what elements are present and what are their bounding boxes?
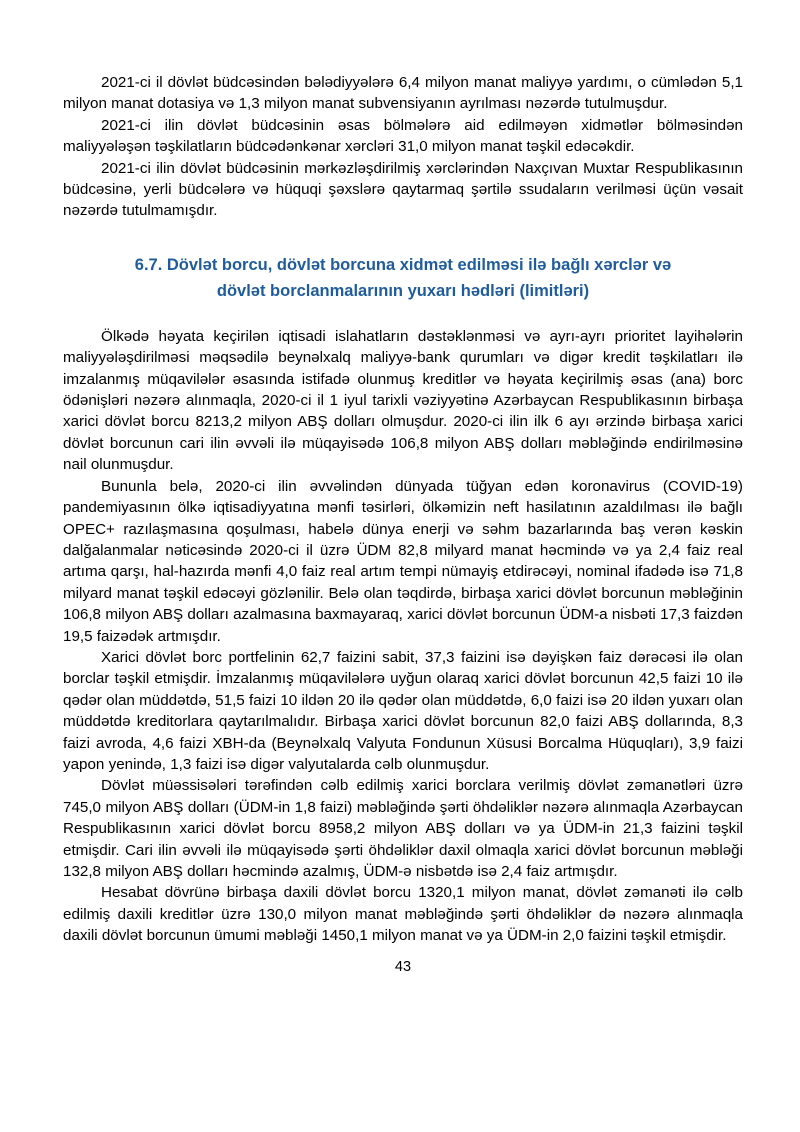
section-heading <box>63 252 743 304</box>
section-heading-line2: dövlət borclanmalarının yuxarı hədləri (limitləri) <box>216 281 590 300</box>
paragraph-budget-aid: 2021-ci il dövlət büdcəsindən bələdiyyələrə 6,4 milyon manat maliyyə yardımı, o cümlədən 5,1 milyon manat dotasiya və 1,3 milyon manat subvensiyanın ayrılması nəzərdə tutulmuşdur. <box>63 74 743 113</box>
section-heading-line1: 6.7. Dövlət borcu, dövlət borcuna xidmət edilməsi ilə bağlı xərclər və <box>134 255 672 274</box>
paragraph-debt-portfolio: Xarici dövlət borc portfelinin 62,7 faizini sabit, 37,3 faizini isə dəyişkən faiz dərəcəsi ilə olan borclar təşkil etmişdir. İmzalanmış müqavilələrə uyğun olaraq xarici dövlət borcunun 42,5 faizi 10 ilə qədər olan müddətdə, 51,5 faizi 10 ildən 20 ilə qədər olan müddətdə, 6,0 faizi isə 20 ildən yuxarı olan müddətdə kreditorlara qaytarılmalıdır. Birbaşa xarici dövlət borcunun 82,0 faizi ABŞ dollarında, 8,3 faizi avroda, 4,6 faizi XBH-da (Beynəlxalq Valyuta Fondunun Xüsusi Borcalma Hüquqları), 3,9 faizi yapon yenində, 1,3 faizi isə digər valyutalarda cəlb olunmuşdur. <box>63 648 743 773</box>
paragraph-domestic-debt: Hesabat dövrünə birbaşa daxili dövlət borcu 1320,1 milyon manat, dövlət zəmanəti ilə cəlb edilmiş daxili kreditlər üzrə 130,0 milyon manat məbləğində şərti öhdəliklər də nəzərə alınmaqla daxili dövlət borcunun ümumi məbləği 1450,1 milyon manat və ya ÜDM-in 2,0 faizini təşkil etmişdir. <box>63 884 743 945</box>
paragraph-centralized-expenses: 2021-ci ilin dövlət büdcəsinin mərkəzləşdirilmiş xərclərindən Naxçıvan Muxtar Respublikasının büdcəsinə, yerli büdcələrə və hüquqi şəxslərə qaytarmaq şərtilə ssudaların verilməsi üçün vəsait nəzərdə tutulmamışdır. <box>63 159 743 220</box>
paragraph-covid-impact: Bununla belə, 2020-ci ilin əvvəlindən dünyada tüğyan edən koronavirus (COVID-19) pandemiyasının ölkə iqtisadiyyatına mənfi təsirləri, ölkəmizin neft hasilatının azaldılması ilə bağlı OPEC+ razılaşmasına qoşulması, habelə dünya enerji və səhm bazarlarında baş verən kəskin dalğalanmalar nəticəsində 2020-ci il üzrə ÜDM 82,8 milyard manat həcmində və ya 2,4 faiz real artıma qarşı, hal-hazırda mənfi 4,0 faiz real artım tempi nümayiş etdirəcəyi, nominal ifadədə isə 71,8 milyard manat təşkil edəcəyi gözlənilir. Belə olan təqdirdə, birbaşa xarici dövlət borcunun məbləğinin 106,8 milyon ABŞ dolları azalmasına baxmayaraq, xarici dövlət borcunun ÜDM-a nisbəti 17,3 faizdən 19,5 faizədək artmışdır. <box>63 477 743 645</box>
document-body <box>63 72 743 947</box>
paragraph-extrabudget-expenses: 2021-ci ilin dövlət büdcəsinin əsas bölmələrə aid edilməyən xidmətlər bölməsindən maliyyələşən təşkilatların büdcədənkənar xərcləri 31,0 milyon manat təşkil edəcəkdir. <box>63 116 743 156</box>
paragraph-external-debt: Ölkədə həyata keçirilən iqtisadi islahatların dəstəklənməsi və ayrı-ayrı prioritet layihələrin maliyyələşdirilməsi məqsədilə beynəlxalq maliyyə-bank qurumları və digər kredit təşkilatları ilə imzalanmış müqavilələr əsasında istifadə olunmuş kreditlər və həyata keçirilmiş əsas (ana) borc ödənişləri nəzərə alınmaqla, 2020-ci il 1 iyul tarixli vəziyyətinə Azərbaycan Respublikasının birbaşa xarici dövlət borcu 8213,2 milyon ABŞ dolları olmuşdur. 2020-ci ilin ilk 6 ayı ərzində birbaşa xarici dövlət borcunun cari ilin əvvəli ilə müqayisədə 106,8 milyon ABŞ dolları məbləğində endirilməsinə nail olunmuşdur. <box>63 327 743 474</box>
paragraph-state-guarantees: Dövlət müəssisələri tərəfindən cəlb edilmiş xarici borclara verilmiş dövlət zəmanətləri üzrə 745,0 milyon ABŞ dolları (ÜDM-in 1,8 faizi) məbləğində şərti öhdəliklər nəzərə alınmaqla Azərbaycan Respublikasının xarici dövlət borcu 8958,2 milyon ABŞ dolları və ya ÜDM-in 21,3 faizini təşkil etmişdir. Cari ilin əvvəli ilə müqayisədə şərti öhdəliklər daxil olmaqla xarici dövlət borcunun məbləği 132,8 milyon ABŞ dolları həcmində azalmış, ÜDM-ə nisbətdə isə 2,4 faiz artmışdır. <box>63 777 743 880</box>
page-number: 43 <box>394 958 412 975</box>
